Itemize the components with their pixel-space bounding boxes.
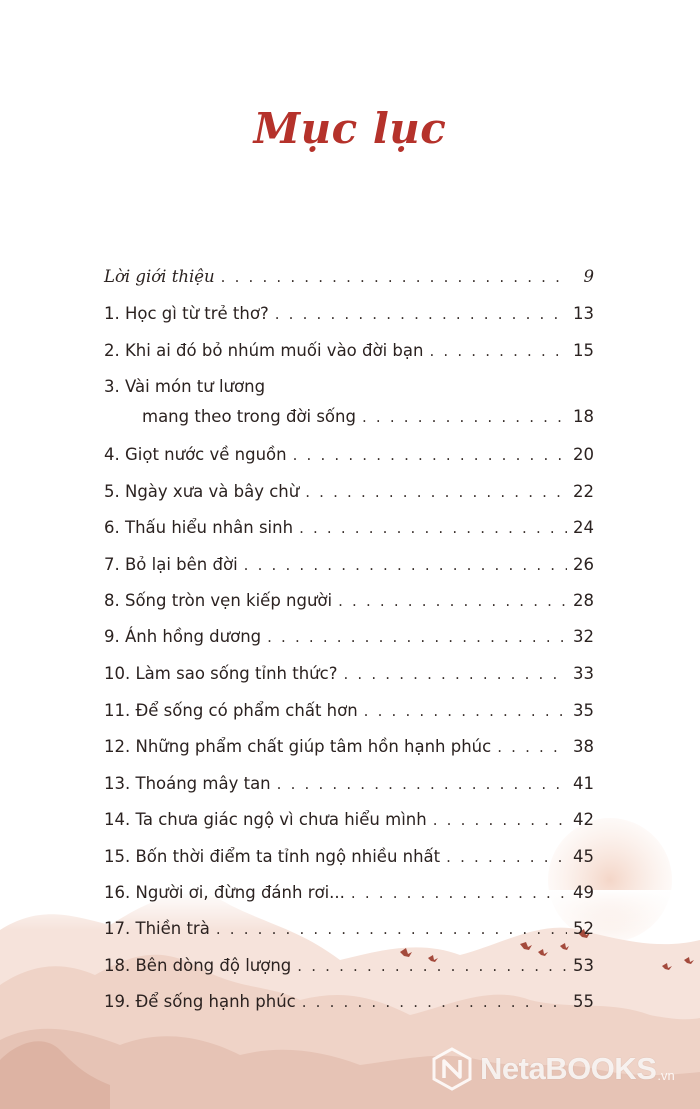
toc-entry-page: 24 — [573, 518, 594, 537]
toc-entry — [104, 663, 594, 685]
toc-entry-page: 49 — [573, 883, 594, 902]
toc-entry-label: 1. Học gì từ trẻ thơ? — [104, 304, 269, 323]
dot-leader — [297, 955, 567, 977]
toc-entry — [104, 481, 594, 503]
toc-entry-page: 42 — [573, 810, 594, 829]
toc-entry-label: 14. Ta chưa giác ngộ vì chưa hiểu mình — [104, 810, 427, 829]
toc-entry-label: 11. Để sống có phẩm chất hơn — [104, 701, 358, 720]
dot-leader — [221, 266, 570, 288]
dot-leader — [277, 773, 567, 795]
toc-entry-label: 13. Thoáng mây tan — [104, 774, 271, 793]
dot-leader — [216, 918, 567, 940]
toc-entry-label: 2. Khi ai đó bỏ nhúm muối vào đời bạn — [104, 341, 424, 360]
dot-leader — [364, 700, 567, 722]
netabooks-watermark — [430, 1046, 675, 1092]
toc-entry-page: 35 — [573, 701, 594, 720]
toc-entry-page: 33 — [573, 664, 594, 683]
dot-leader — [267, 626, 567, 648]
toc-entry-label: 17. Thiền trà — [104, 919, 210, 938]
toc-entry-page: 32 — [573, 627, 594, 646]
dot-leader — [362, 406, 567, 428]
toc-entry-page: 45 — [573, 847, 594, 866]
toc-entry-page: 22 — [573, 482, 594, 501]
dot-leader — [429, 340, 567, 362]
toc-entry-label: 18. Bên dòng độ lượng — [104, 956, 292, 975]
toc-entry-page: 20 — [573, 445, 594, 464]
toc-entry — [104, 882, 594, 904]
dot-leader — [305, 481, 567, 503]
toc-entry — [104, 303, 594, 325]
toc-entry-page: 55 — [573, 992, 594, 1011]
dot-leader — [446, 846, 567, 868]
toc-entry — [104, 809, 594, 831]
toc-entry-label: 3. Vài món tư lương — [104, 377, 266, 396]
toc-entry-label: 4. Giọt nước về nguồn — [104, 445, 287, 464]
toc-entry-label: 6. Thấu hiểu nhân sinh — [104, 518, 294, 537]
dot-leader — [275, 303, 567, 325]
toc-entry-page: 18 — [573, 407, 594, 426]
toc-entry — [104, 773, 594, 795]
toc-entry-page: 38 — [573, 737, 594, 756]
toc-entry-page: 26 — [573, 555, 594, 574]
toc-entry-label: 9. Ánh hồng dương — [104, 627, 262, 646]
toc-entry-label: 10. Làm sao sống tỉnh thức? — [104, 664, 338, 683]
dot-leader — [433, 809, 567, 831]
dot-leader — [244, 554, 567, 576]
toc-entry-label: Lời giới thiệu — [104, 267, 215, 286]
toc-entry-label: 16. Người ơi, đừng đánh rơi... — [104, 883, 345, 902]
dot-leader — [302, 991, 567, 1013]
dot-leader — [497, 736, 567, 758]
page-title: Mục lục — [253, 104, 447, 153]
toc-entry — [104, 918, 594, 940]
toc-entry-label: 7. Bỏ lại bên đời — [104, 555, 238, 574]
toc-entry — [104, 626, 594, 648]
toc-entry-page: 52 — [573, 919, 594, 938]
toc-entry-page: 13 — [573, 304, 594, 323]
toc-entry-page: 28 — [573, 591, 594, 610]
toc-entry — [104, 340, 594, 362]
toc-entry-page: 15 — [573, 341, 594, 360]
dot-leader — [351, 882, 567, 904]
netabooks-logo-icon — [430, 1046, 474, 1092]
watermark-brand: NetaBOOKS — [480, 1051, 657, 1086]
toc-entry — [104, 991, 594, 1013]
toc-entry-label: 5. Ngày xưa và bây chừ — [104, 482, 300, 501]
toc-entry-page: 53 — [573, 956, 594, 975]
toc-entry — [104, 955, 594, 977]
toc-entry — [104, 444, 594, 466]
toc-entry-label: 8. Sống tròn vẹn kiếp người — [104, 591, 333, 610]
dot-leader — [293, 444, 567, 466]
toc-entry-label: 12. Những phẩm chất giúp tâm hồn hạnh phúc — [104, 737, 492, 756]
toc-entry-intro — [104, 266, 594, 288]
dot-leader — [338, 590, 567, 612]
toc-entry — [104, 700, 594, 722]
toc-entry — [104, 590, 594, 612]
watermark-suffix: .vn — [657, 1067, 675, 1083]
dot-leader — [299, 517, 567, 539]
toc-entry-label-continued: mang theo trong đời sống — [142, 407, 356, 426]
toc-entry — [104, 846, 594, 868]
toc-entry-page: 9 — [583, 267, 594, 286]
toc-entry — [104, 736, 594, 758]
dot-leader — [343, 663, 567, 685]
toc-entry — [104, 517, 594, 539]
toc-entry — [142, 406, 594, 428]
toc-entry-page: 41 — [573, 774, 594, 793]
toc-entry-label: 19. Để sống hạnh phúc — [104, 992, 296, 1011]
toc-entry — [104, 554, 594, 576]
toc-entry-label: 15. Bốn thời điểm ta tỉnh ngộ nhiều nhất — [104, 847, 441, 866]
